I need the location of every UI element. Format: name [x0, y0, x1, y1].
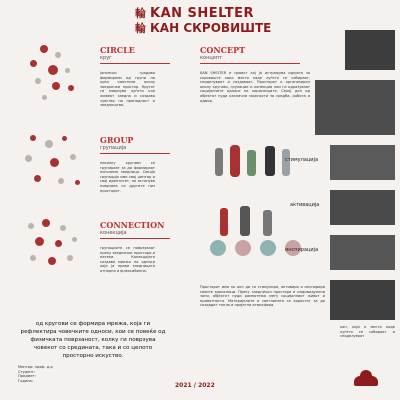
connection-text: групациите се поврзуваат преку заеднички простори и патеки. Конекцијата создава мрежа на односи која ја прави заедницата отпорна и флексибилна. — [100, 246, 155, 273]
connection-heading: CONNECTION — [100, 220, 165, 230]
concept-heading: CONCEPT — [200, 45, 246, 55]
dot — [48, 257, 56, 265]
year-label: 2021 / 2022 — [175, 382, 215, 389]
photo-3 — [330, 145, 395, 180]
dot — [55, 240, 62, 247]
dot — [40, 45, 48, 53]
dot — [70, 154, 76, 160]
figure — [240, 206, 250, 236]
dot — [35, 78, 41, 84]
tree-canopy — [235, 240, 251, 256]
tree-canopy — [210, 240, 226, 256]
dot — [34, 175, 41, 182]
concept-section — [200, 45, 310, 103]
dot — [75, 180, 80, 185]
figure — [265, 146, 275, 176]
inspiration-label: инспирација — [285, 247, 319, 253]
dot — [42, 219, 50, 227]
dot — [72, 237, 77, 242]
concept-subheading: концепт — [200, 55, 223, 61]
circle-heading: CIRCLE — [100, 45, 135, 55]
concept-text: KAN SHELTER е проект кој ја истражува идејата за скровиште како место каде луѓето се собираат, споделуваат и создаваат. Просторот е организиран околу кругови, групации и конекции кои ги одразуваат социјалните односи на корисниците. Секој дел од објектот нуди различни можности за средба, работа и одмор. — [200, 71, 310, 103]
dot — [50, 158, 59, 167]
credit-line: Ментор: проф. д-р — [18, 365, 53, 369]
divider — [100, 238, 170, 239]
dot — [25, 155, 32, 162]
credit-line: Студент: — [18, 369, 36, 374]
dot — [35, 237, 44, 246]
dot — [55, 52, 61, 58]
figure — [263, 210, 272, 236]
circle-subheading: круг — [100, 55, 112, 61]
connection-section — [100, 220, 165, 274]
credits-block — [18, 365, 98, 383]
divider — [100, 63, 170, 64]
dot — [52, 82, 60, 90]
dot — [58, 178, 64, 184]
dot — [67, 255, 73, 261]
dot — [30, 60, 37, 67]
divider — [100, 153, 170, 154]
tree-canopy — [260, 240, 276, 256]
activation-label: активација — [290, 202, 320, 208]
connection-subheading: конекција — [100, 230, 127, 236]
photo-2 — [315, 80, 395, 135]
photo-4 — [330, 190, 395, 225]
header-title-row — [135, 5, 254, 21]
dot — [60, 225, 66, 231]
photo-5 — [330, 235, 395, 270]
circle-diagram — [20, 40, 90, 110]
kanji-glyph: 輪 — [135, 7, 146, 20]
page-title: KAN SHELTER — [150, 5, 255, 21]
dot — [62, 136, 67, 141]
dot — [42, 95, 47, 100]
figure — [247, 150, 256, 176]
divider — [200, 63, 300, 64]
credit-line: Година: — [18, 378, 33, 383]
stimulation-label: стимулација — [285, 157, 319, 163]
group-diagram — [20, 130, 90, 200]
connection-diagram — [20, 215, 90, 280]
group-heading: GROUP — [100, 135, 134, 145]
trees-illustration — [205, 240, 305, 270]
dot — [30, 135, 36, 141]
statement-text: од кругови се формира мрежа, која ги рефлектира човечките односи, кои се повеќе од физичката поврзаност, колку ги поврзува човекот со средината, така и со целото просторно искуство. — [20, 321, 166, 359]
dot — [45, 140, 53, 148]
figure — [220, 208, 228, 236]
page-subtitle: КАН СКРОВИШТЕ — [150, 21, 272, 35]
logo — [352, 368, 380, 388]
figure — [230, 145, 240, 177]
photo-caption: кан, која е место каде луѓето се собираат и споделуваат — [340, 325, 395, 339]
bottom-text: Просторот има за цел да ги стимулира, активира и инспирира своите корисници. Преку заеднички простори и индивидуални зони, објектот нуди рамнотежа меѓу социјалниот живот и приватноста. Материјалите и светлината се користат за да создадат топла и пријатна атмосфера. — [200, 285, 325, 308]
logo-shape — [360, 370, 372, 378]
figure — [215, 148, 223, 176]
dot — [48, 65, 58, 75]
circle-text: јапонски градови формирани од групи на куќи сместени околу заеднички простор. Кругот ги поврзува луѓето кои живеат заедно и создава чувство на припадност и заедништво. — [100, 71, 155, 108]
dot — [65, 68, 70, 73]
group-text: неколку кругови се групираат за да формираат поголема заедница. Секоја групација има свој центар и свој идентитет, но останува поврзана со другите низ просторот. — [100, 161, 155, 193]
photo-1 — [345, 30, 395, 70]
kanji-glyph-2: 輪 — [135, 22, 146, 35]
dot — [28, 223, 34, 229]
dot — [30, 255, 36, 261]
group-subheading: групација — [100, 145, 127, 151]
header-subtitle-row — [135, 20, 271, 36]
circle-section — [100, 45, 155, 108]
dot — [68, 85, 74, 91]
group-section — [100, 135, 155, 193]
credit-line: Предмет: — [18, 374, 36, 379]
photo-6 — [330, 280, 395, 320]
